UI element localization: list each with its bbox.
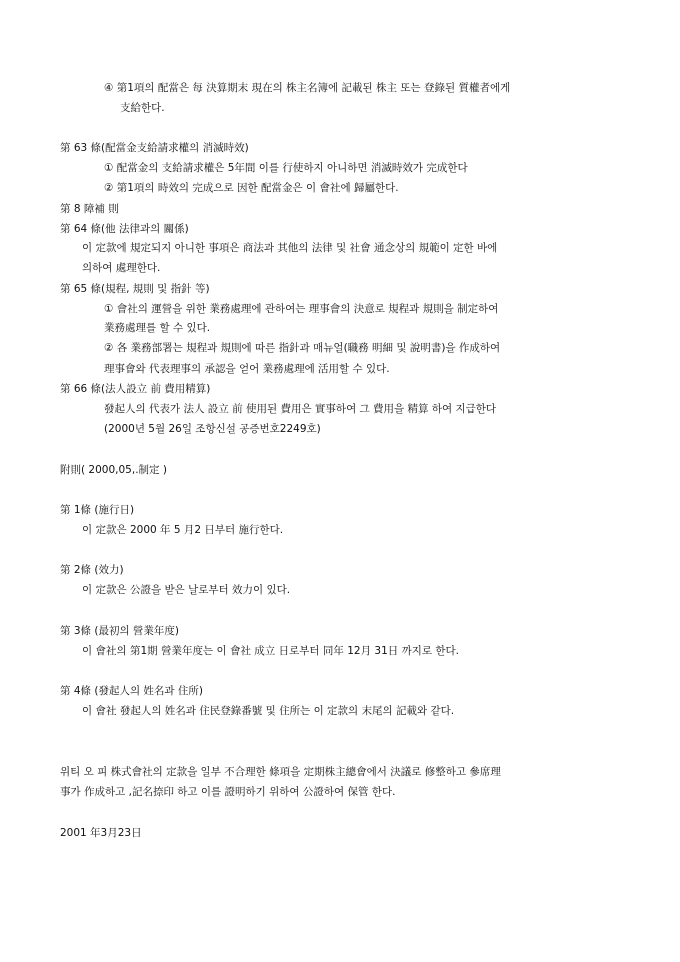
article-heading: 第 66 條(法人設立 前 費用精算): [60, 383, 211, 395]
document-date: 2001 年3月23日: [60, 827, 142, 839]
article-heading: 第 63 條(配當金支給請求權의 消滅時效): [60, 142, 249, 154]
text-line: 事가 作成하고 ,記名捺印 하고 이를 證明하기 위하여 公證하여 保管 한다.: [60, 786, 396, 798]
text-line: 理事會와 代表理事의 承認을 얻어 業務處理에 活用할 수 있다.: [104, 363, 390, 375]
text-line: 發起人의 代表가 法人 設立 前 使用된 費用은 實事하여 그 費用을 精算 하여 지급한다: [104, 403, 497, 415]
text-line: 이 定款은 2000 年 5 月2 日부터 施行한다.: [82, 524, 284, 536]
section-heading: 附則( 2000,05,.制定 ): [60, 464, 167, 476]
text-line: 이 定款에 規定되지 아니한 事項은 商法과 其他의 法律 및 社會 通念상의 規範이 定한 바에: [82, 242, 498, 254]
chapter-heading: 第 8 障補 則: [60, 203, 119, 215]
article-heading: 第 1條 (施行日): [60, 504, 135, 516]
text-line: ① 配當金의 支給請求權은 5年間 이를 行使하지 아니하면 消滅時效가 完成한다: [104, 162, 468, 174]
text-line: 위티 오 피 株式會社의 定款을 일부 不合理한 條項을 定期株主總會에서 決議로 修整하고 參席理: [60, 766, 501, 778]
article-heading: 第 2條 (效力): [60, 564, 124, 576]
article-heading: 第 64 條(他 法律과의 關係): [60, 223, 189, 235]
text-line: 支給한다.: [120, 102, 165, 114]
article-heading: 第 3條 (最初의 營業年度): [60, 625, 180, 637]
article-heading: 第 65 條(規程, 規則 및 指針 等): [60, 283, 210, 295]
article-heading: 第 4條 (發起人의 姓名과 住所): [60, 685, 204, 697]
text-line: ② 各 業務部署는 規程과 規則에 따른 指針과 매뉴얼(職務 明細 및 說明書)을 作成하여: [104, 342, 501, 354]
text-line: ② 第1項의 時效의 完成으로 因한 配當金은 이 會社에 歸屬한다.: [104, 182, 399, 194]
text-line: ① 會社의 運營을 위한 業務處理에 관하여는 理事會의 決意로 規程과 規則을 制定하여: [104, 303, 499, 315]
text-line: 이 會社의 第1期 營業年度는 이 會社 成立 日로부터 同年 12月 31日 까지로 한다.: [82, 645, 460, 657]
text-line: 의하여 處理한다.: [82, 262, 161, 274]
text-line: 이 會社 發起人의 姓名과 住民登錄番號 및 住所는 이 定款의 末尾의 記載와 같다.: [82, 705, 455, 717]
text-line: 業務處理를 할 수 있다.: [104, 322, 211, 334]
text-line: ④ 第1項의 配當은 每 決算期末 現在의 株主名簿에 記載된 株主 또는 登錄된 質權者에게: [104, 82, 511, 94]
text-line: 이 定款은 公證을 받은 날로부터 效力이 있다.: [82, 584, 291, 596]
text-line: (2000년 5월 26일 조항신설 공증번호2249호): [104, 423, 321, 435]
